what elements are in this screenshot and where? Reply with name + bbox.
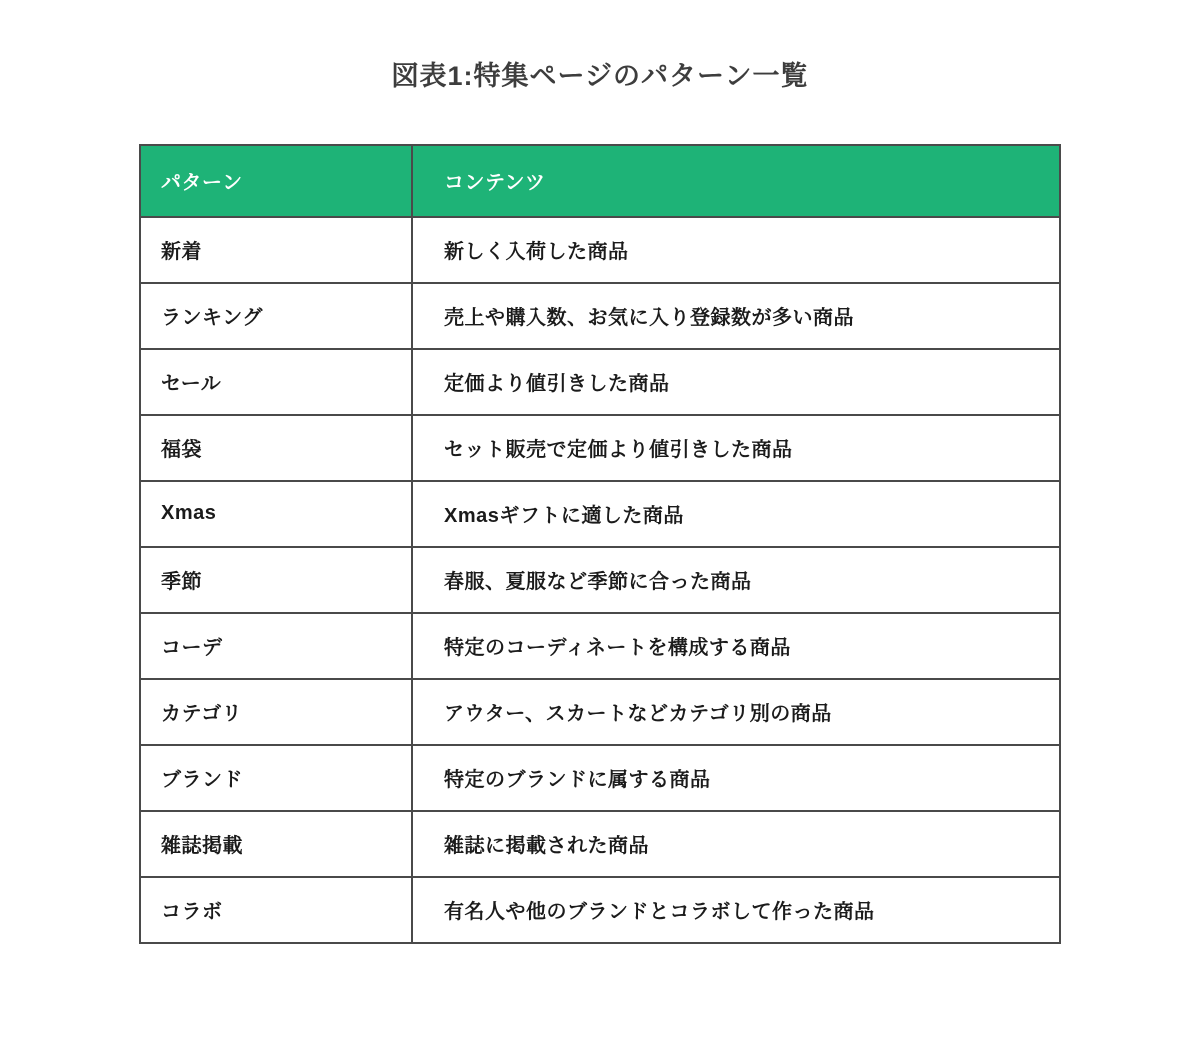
- content-cell: 特定のコーディネートを構成する商品: [412, 613, 1060, 679]
- pattern-cell: コーデ: [140, 613, 412, 679]
- pattern-cell: カテゴリ: [140, 679, 412, 745]
- content-cell: 新しく入荷した商品: [412, 217, 1060, 283]
- table-row: [140, 745, 1060, 811]
- pattern-cell: セール: [140, 349, 412, 415]
- pattern-cell: Xmas: [140, 481, 412, 547]
- table-row: [140, 613, 1060, 679]
- content-cell: 特定のブランドに属する商品: [412, 745, 1060, 811]
- table-row: [140, 283, 1060, 349]
- table-row: [140, 415, 1060, 481]
- content-cell: Xmasギフトに適した商品: [412, 481, 1060, 547]
- pattern-cell: 雑誌掲載: [140, 811, 412, 877]
- pattern-cell: ランキング: [140, 283, 412, 349]
- table-row: [140, 811, 1060, 877]
- content-cell: 雑誌に掲載された商品: [412, 811, 1060, 877]
- content-cell: 春服、夏服など季節に合った商品: [412, 547, 1060, 613]
- column-header-pattern: パターン: [140, 145, 412, 217]
- table-row: [140, 349, 1060, 415]
- pattern-cell: 新着: [140, 217, 412, 283]
- content-cell: 売上や購入数、お気に入り登録数が多い商品: [412, 283, 1060, 349]
- table-row: [140, 217, 1060, 283]
- table-body: [140, 217, 1060, 943]
- pattern-table: [139, 144, 1061, 944]
- column-header-content: コンテンツ: [412, 145, 1060, 217]
- pattern-cell: 福袋: [140, 415, 412, 481]
- content-cell: アウター、スカートなどカテゴリ別の商品: [412, 679, 1060, 745]
- content-cell: 有名人や他のブランドとコラボして作った商品: [412, 877, 1060, 943]
- table-row: [140, 481, 1060, 547]
- table-row: [140, 679, 1060, 745]
- pattern-cell: ブランド: [140, 745, 412, 811]
- content-cell: 定価より値引きした商品: [412, 349, 1060, 415]
- table-row: [140, 877, 1060, 943]
- table-header-row: [140, 145, 1060, 217]
- content-cell: セット販売で定価より値引きした商品: [412, 415, 1060, 481]
- figure-title: 図表1:特集ページのパターン一覧: [391, 61, 809, 91]
- pattern-cell: コラボ: [140, 877, 412, 943]
- pattern-cell: 季節: [140, 547, 412, 613]
- table-row: [140, 547, 1060, 613]
